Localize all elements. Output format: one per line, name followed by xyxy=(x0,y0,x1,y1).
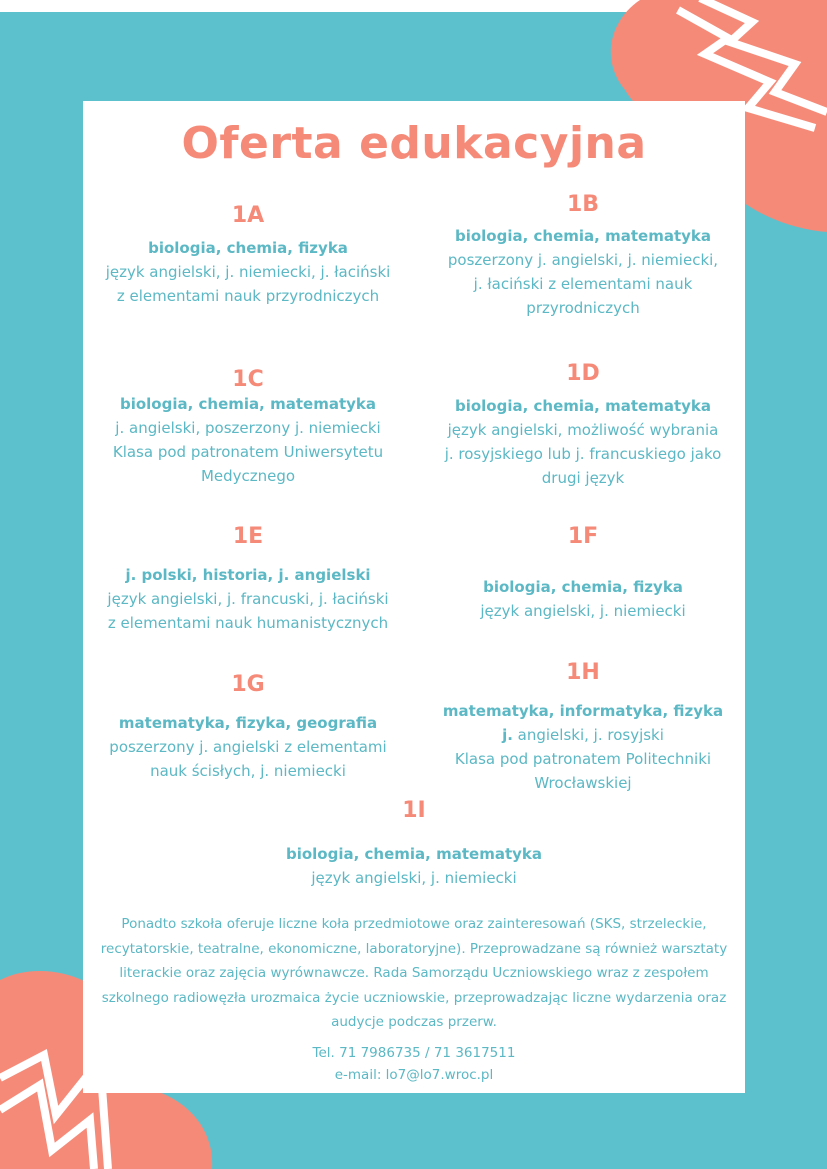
class-subjects: j. polski, historia, j. angielski xyxy=(125,566,371,584)
class-subjects: biologia, chemia, fizyka xyxy=(483,578,683,596)
class-desc-line: z elementami nauk przyrodniczych xyxy=(116,287,380,305)
class-1c xyxy=(88,367,408,488)
class-code: 1A xyxy=(231,203,265,228)
contact-phone: Tel. 71 7986735 / 71 3617511 xyxy=(312,1045,516,1061)
class-code: 1I xyxy=(402,798,426,823)
class-subjects: biologia, chemia, matematyka xyxy=(454,397,711,415)
class-code: 1F xyxy=(567,524,599,549)
class-subjects: biologia, chemia, fizyka xyxy=(148,239,348,257)
class-lang-line xyxy=(423,723,743,747)
class-code: 1E xyxy=(232,524,264,549)
class-desc-line: nauk ścisłych, j. niemiecki xyxy=(150,762,346,780)
lang-rest: angielski, j. rosyjski xyxy=(512,726,664,744)
class-1g xyxy=(88,672,408,783)
class-code: 1H xyxy=(566,660,600,685)
class-1b xyxy=(423,192,743,320)
class-desc-line: Wrocławskiej xyxy=(534,774,632,792)
class-desc-line: poszerzony j. angielski, j. niemiecki, xyxy=(447,251,719,269)
class-desc-line: Medycznego xyxy=(200,467,296,485)
class-desc-line: język angielski, j. niemiecki, j. łaciński xyxy=(105,263,391,281)
contact-info xyxy=(83,1042,745,1086)
class-desc-line: język angielski, j. francuski, j. łaciński xyxy=(107,590,389,608)
class-desc-line: Klasa pod patronatem Politechniki xyxy=(454,750,712,768)
class-code: 1B xyxy=(566,192,600,217)
footer-description: Ponadto szkoła oferuje liczne koła przedmiotowe oraz zainteresowań (SKS, strzeleckie, recytatorskie, teatralne, ekonomiczne, laboratoryjne). Przeprowadzane są również warsztaty literackie oraz zajęcia wyrównawcze. Rada Samorządu Uczniowskiego wraz z zespołem szkolnego radiowęzła urozmaica życie uczniowskie, przeprowadzając liczne wydarzenia oraz audycje podczas przerw. xyxy=(100,916,728,1030)
class-subjects: matematyka, fizyka, geografia xyxy=(118,714,378,732)
class-desc-line: j. łaciński z elementami nauk xyxy=(473,275,693,293)
class-subjects: biologia, chemia, matematyka xyxy=(285,845,542,863)
class-desc-line: język angielski, możliwość wybrania xyxy=(447,421,719,439)
class-subjects: biologia, chemia, matematyka xyxy=(454,227,711,245)
class-code: 1G xyxy=(231,672,265,697)
class-desc-line: j. rosyjskiego lub j. francuskiego jako xyxy=(444,445,722,463)
class-subjects: biologia, chemia, matematyka xyxy=(119,395,376,413)
class-code: 1D xyxy=(566,361,600,386)
lang-bold: j. xyxy=(502,726,513,744)
class-desc-line: j. angielski, poszerzony j. niemiecki xyxy=(115,419,381,437)
class-desc-line: poszerzony j. angielski z elementami xyxy=(109,738,387,756)
class-1e xyxy=(88,524,408,635)
class-desc-line: język angielski, j. niemiecki xyxy=(480,602,686,620)
class-desc-line: przyrodniczych xyxy=(526,299,640,317)
class-1f xyxy=(423,524,743,623)
class-1i xyxy=(254,798,574,890)
contact-email: e-mail: lo7@lo7.wroc.pl xyxy=(334,1067,494,1083)
class-desc-line: język angielski, j. niemiecki xyxy=(311,869,517,887)
class-1a xyxy=(88,203,408,308)
class-code: 1C xyxy=(232,367,264,392)
class-1h xyxy=(423,660,743,795)
class-desc-line: drugi język xyxy=(541,469,625,487)
class-1d xyxy=(423,361,743,490)
class-desc-line: z elementami nauk humanistycznych xyxy=(107,614,389,632)
class-desc-line: Klasa pod patronatem Uniwersytetu xyxy=(112,443,384,461)
class-subjects: matematyka, informatyka, fizyka xyxy=(442,702,724,720)
page-title: Oferta edukacyjna xyxy=(181,118,647,169)
